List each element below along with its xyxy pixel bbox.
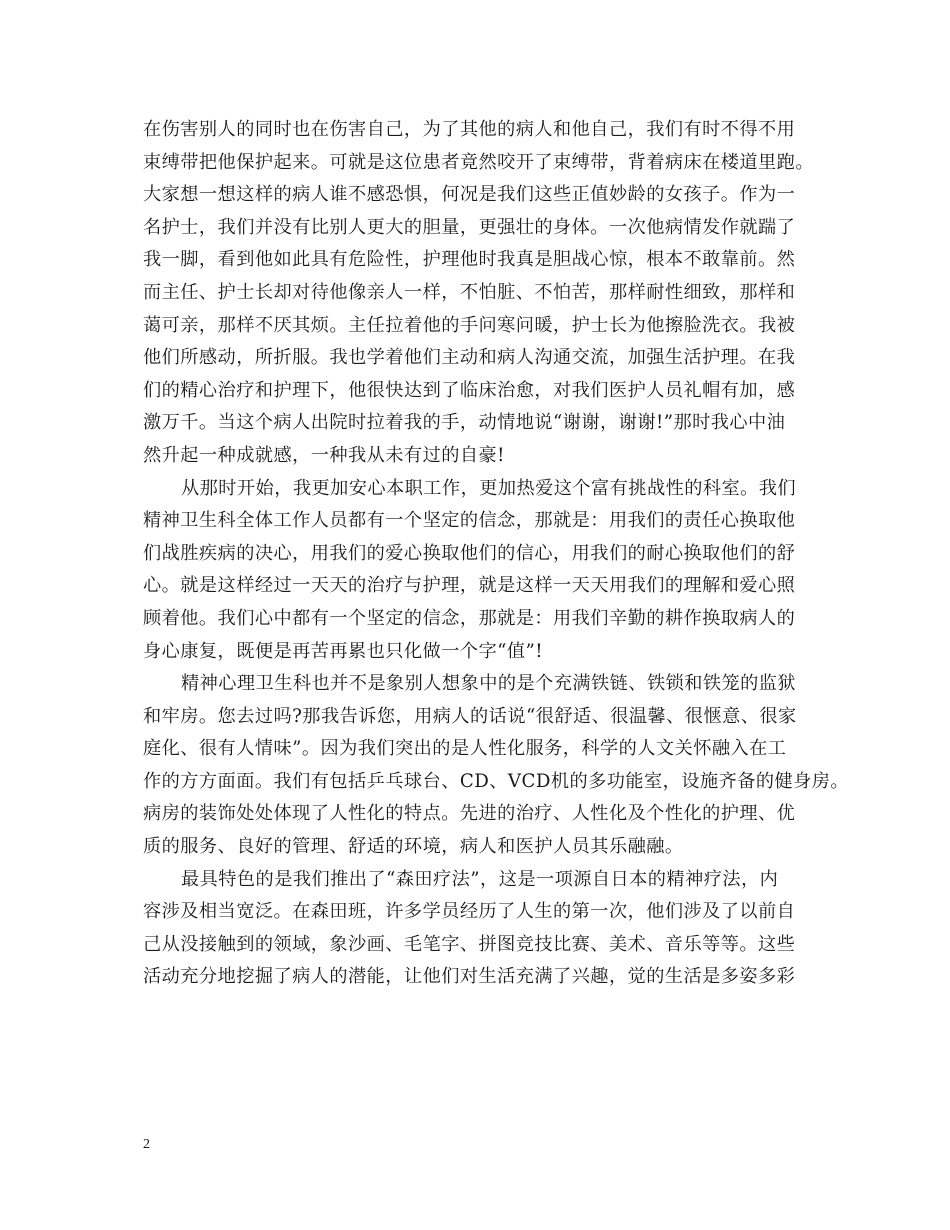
text-line: 病房的装饰处处体现了人性化的特点。先进的治疗、人性化及个性化的护理、优 (143, 803, 796, 825)
paragraph-start-line: 精神心理卫生科也并不是象别人想象中的是个充满铁链、铁锁和铁笼的监狱 (181, 673, 797, 695)
text-line: 作的方方面面。我们有包括乒乓球台、CD、VCD机的多功能室，设施齐备的健身房。 (143, 770, 850, 792)
text-line: 和牢房。您去过吗?那我告诉您，用病人的话说“很舒适、很温馨、很惬意、很家 (143, 705, 797, 727)
page-number: 2 (143, 1137, 150, 1152)
text-line: 心。就是这样经过一天天的治疗与护理，就是这样一天天用我们的理解和爱心照 (143, 575, 796, 597)
text-line: 大家想一想这样的病人谁不感恐惧，何况是我们这些正值妙龄的女孩子。作为一 (143, 184, 796, 206)
text-line: 蔼可亲，那样不厌其烦。主任拉着他的手问寒问暖，护士长为他擦脸洗衣。我被 (143, 314, 796, 336)
text-line: 束缚带把他保护起来。可就是这位患者竟然咬开了束缚带，背着病床在楼道里跑。 (143, 151, 814, 173)
text-line: 们战胜疾病的决心，用我们的爱心换取他们的信心，用我们的耐心换取他们的舒 (143, 542, 796, 564)
paragraph-start-line: 最具特色的是我们推出了“森田疗法”，这是一项源自日本的精神疗法，内 (181, 868, 779, 890)
text-line: 我一脚，看到他如此具有危险性，护理他时我真是胆战心惊，根本不敢靠前。然 (143, 249, 796, 271)
text-line: 容涉及相当宽泛。在森田班，许多学员经历了人生的第一次，他们涉及了以前自 (143, 901, 796, 923)
text-line: 质的服务、良好的管理、舒适的环境，病人和医护人员其乐融融。 (143, 836, 684, 858)
text-line: 活动充分地挖掘了病人的潜能，让他们对生活充满了兴趣，觉的生活是多姿多彩 (143, 966, 796, 988)
paragraph-start-line: 从那时开始，我更加安心本职工作，更加热爱这个富有挑战性的科室。我们 (181, 477, 797, 499)
text-line: 庭化、很有人情味”。因为我们突出的是人性化服务，科学的人文关怀融入在工 (143, 738, 787, 760)
text-line: 身心康复，既便是再苦再累也只化做一个字“值”! (143, 640, 544, 662)
body-text (143, 114, 850, 994)
text-line: 在伤害别人的同时也在伤害自己，为了其他的病人和他自己，我们有时不得不用 (143, 119, 796, 140)
text-line: 他们所感动，所折服。我也学着他们主动和病人沟通交流，加强生活护理。在我 (143, 347, 796, 369)
text-line: 名护士，我们并没有比别人更大的胆量，更强壮的身体。一次他病情发作就踹了 (143, 216, 796, 238)
text-line: 己从没接触到的领域，象沙画、毛笔字、拼图竞技比赛、美术、音乐等等。这些 (143, 933, 796, 955)
text-line: 然升起一种成就感，一种我从未有过的自豪! (143, 444, 505, 466)
text-line: 精神卫生科全体工作人员都有一个坚定的信念，那就是：用我们的责任心换取他 (143, 510, 796, 532)
text-line: 们的精心治疗和护理下，他很快达到了临床治愈，对我们医护人员礼帽有加，感 (143, 379, 796, 401)
text-line: 顾着他。我们心中都有一个坚定的信念，那就是：用我们辛勤的耕作换取病人的 (143, 607, 796, 629)
text-line: 激万千。当这个病人出院时拉着我的手，动情地说“谢谢，谢谢!”那时我心中油 (143, 412, 786, 434)
text-line: 而主任、护士长却对待他像亲人一样，不怕脏、不怕苦，那样耐性细致，那样和 (143, 281, 796, 303)
